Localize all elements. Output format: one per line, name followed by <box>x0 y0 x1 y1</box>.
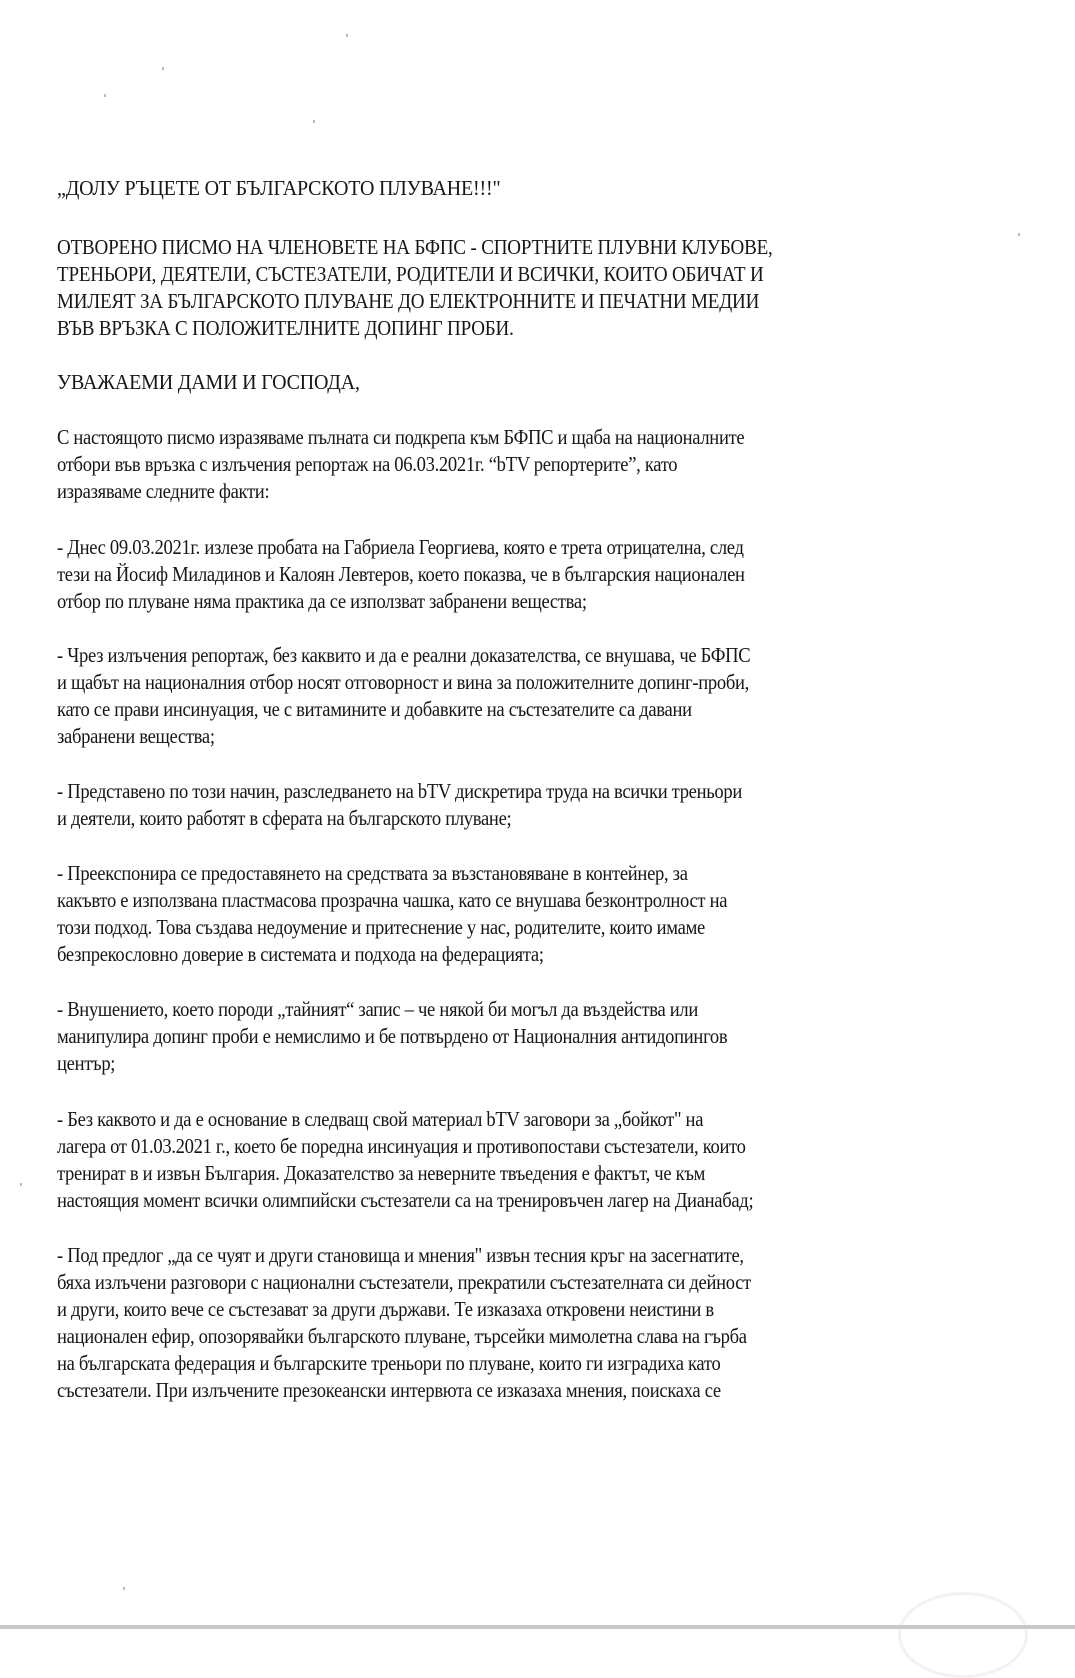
paragraph-line: - Внушението, което породи „тайният“ запис – че някой би могъл да въздейства или <box>57 997 699 1021</box>
subtitle-line: МИЛЕЯТ ЗА БЪЛГАРСКОТО ПЛУВАНЕ ДО ЕЛЕКТРОННИТЕ И ПЕЧАТНИ МЕДИИ <box>57 289 760 313</box>
page-bottom-edge <box>0 1625 1075 1629</box>
page-curl-mark <box>898 1592 1028 1678</box>
paragraph-line: тези на Йосиф Миладинов и Калоян Левтеров, което показва, че в българския национален <box>57 562 745 586</box>
paragraph-line: отбор по плуване няма практика да се използват забранени вещества; <box>57 589 587 613</box>
paragraph-line: национален ефир, опозорявайки българското плуване, търсейки мимолетна слава на гърба <box>57 1324 747 1348</box>
paragraph-line: изразяваме следните факти: <box>57 479 270 503</box>
paragraph-line: - Чрез излъчения репортаж, без каквито и да е реални доказателства, се внушава, че БФПС <box>57 643 751 667</box>
paragraph-line: С настоящото писмо изразяваме пълната си подкрепа към БФПС и щаба на националните <box>57 425 745 449</box>
scan-speck <box>20 1183 22 1186</box>
paragraph-line: настоящия момент всички олимпийски състезатели са на тренировъчен лагер на Дианабад; <box>57 1188 754 1212</box>
paragraph-line: какъвто е използвана пластмасова прозрачна чашка, като се внушава безконтролност на <box>57 888 728 912</box>
paragraph-line: - Под предлог „да се чуят и други становища и мнения" извън тесния кръг на засегнатите, <box>57 1243 744 1267</box>
paragraph-line: и деятели, които работят в сферата на българското плуване; <box>57 806 512 830</box>
scan-speck <box>162 67 164 70</box>
paragraph-line: състезатели. При излъчените презокеански интервюта се изказаха мнения, поискаха се <box>57 1378 721 1402</box>
letter-title: „ДОЛУ РЪЦЕТЕ ОТ БЪЛГАРСКОТО ПЛУВАНЕ!!!" <box>57 176 501 200</box>
scan-speck <box>104 94 106 97</box>
paragraph-line: и други, които вече се състезават за други държави. Те изказаха откровени неистини в <box>57 1297 714 1321</box>
paragraph-line: - Представено по този начин, разследването на bTV дискретира труда на всички треньори <box>57 779 743 803</box>
subtitle-line: ВЪВ ВРЪЗКА С ПОЛОЖИТЕЛНИТЕ ДОПИНГ ПРОБИ. <box>57 316 514 340</box>
subtitle-line: ТРЕНЬОРИ, ДЕЯТЕЛИ, СЪСТЕЗАТЕЛИ, РОДИТЕЛИ И ВСИЧКИ, КОИТО ОБИЧАТ И <box>57 262 764 286</box>
paragraph-line: отбори във връзка с излъчения репортаж на 06.03.2021г. “bTV репортерите”, като <box>57 452 678 476</box>
paragraph-line: бяха излъчени разговори с национални състезатели, прекратили състезателната си дейност <box>57 1270 751 1294</box>
scan-speck <box>123 1587 125 1590</box>
paragraph-line: - Преекспонира се предоставянето на средствата за възстановяване в контейнер, за <box>57 861 688 885</box>
paragraph-line: тренират в и извън България. Доказателство за невeрните твъедения е фактът, че към <box>57 1161 706 1185</box>
scan-speck <box>346 34 348 37</box>
paragraph-line: забранени вещества; <box>57 724 215 748</box>
paragraph-line: манипулира допинг проби е немислимо и бе потвърдено от Националния антидопингов <box>57 1024 728 1048</box>
paragraph-line: този подход. Това създава недоумение и притеснение у нас, родителите, които имаме <box>57 915 705 939</box>
salutation: УВАЖАЕМИ ДАМИ И ГОСПОДА, <box>57 370 360 394</box>
paragraph-line: безпрекословно доверие в системата и подхода на федерацията; <box>57 942 544 966</box>
paragraph-line: лагера от 01.03.2021 г., което бе поредна инсинуация и противопостави състезатели, които <box>57 1134 746 1158</box>
paragraph-line: център; <box>57 1051 116 1075</box>
paragraph-line: като се прави инсинуация, че с витамините и добавките на състезателите са давани <box>57 697 692 721</box>
paragraph-line: и щабът на националния отбор носят отговорност и вина за положителните допинг-проби, <box>57 670 749 694</box>
paragraph-line: - Без каквото и да е основание в следващ свой материал bTV заговори за „бойкот" на <box>57 1107 704 1131</box>
scan-speck <box>1018 233 1020 236</box>
paragraph-line: на българската федерация и българските треньори по плуване, които ги изградиха като <box>57 1351 721 1375</box>
subtitle-line: ОТВОРЕНО ПИСМО НА ЧЛЕНОВЕТЕ НА БФПС - СПОРТНИТЕ ПЛУВНИ КЛУБОВЕ, <box>57 235 773 259</box>
scan-speck <box>313 120 315 123</box>
paragraph-line: - Днес 09.03.2021г. излезе пробата на Габриела Георгиева, която е трета отрицателна, след <box>57 535 744 559</box>
